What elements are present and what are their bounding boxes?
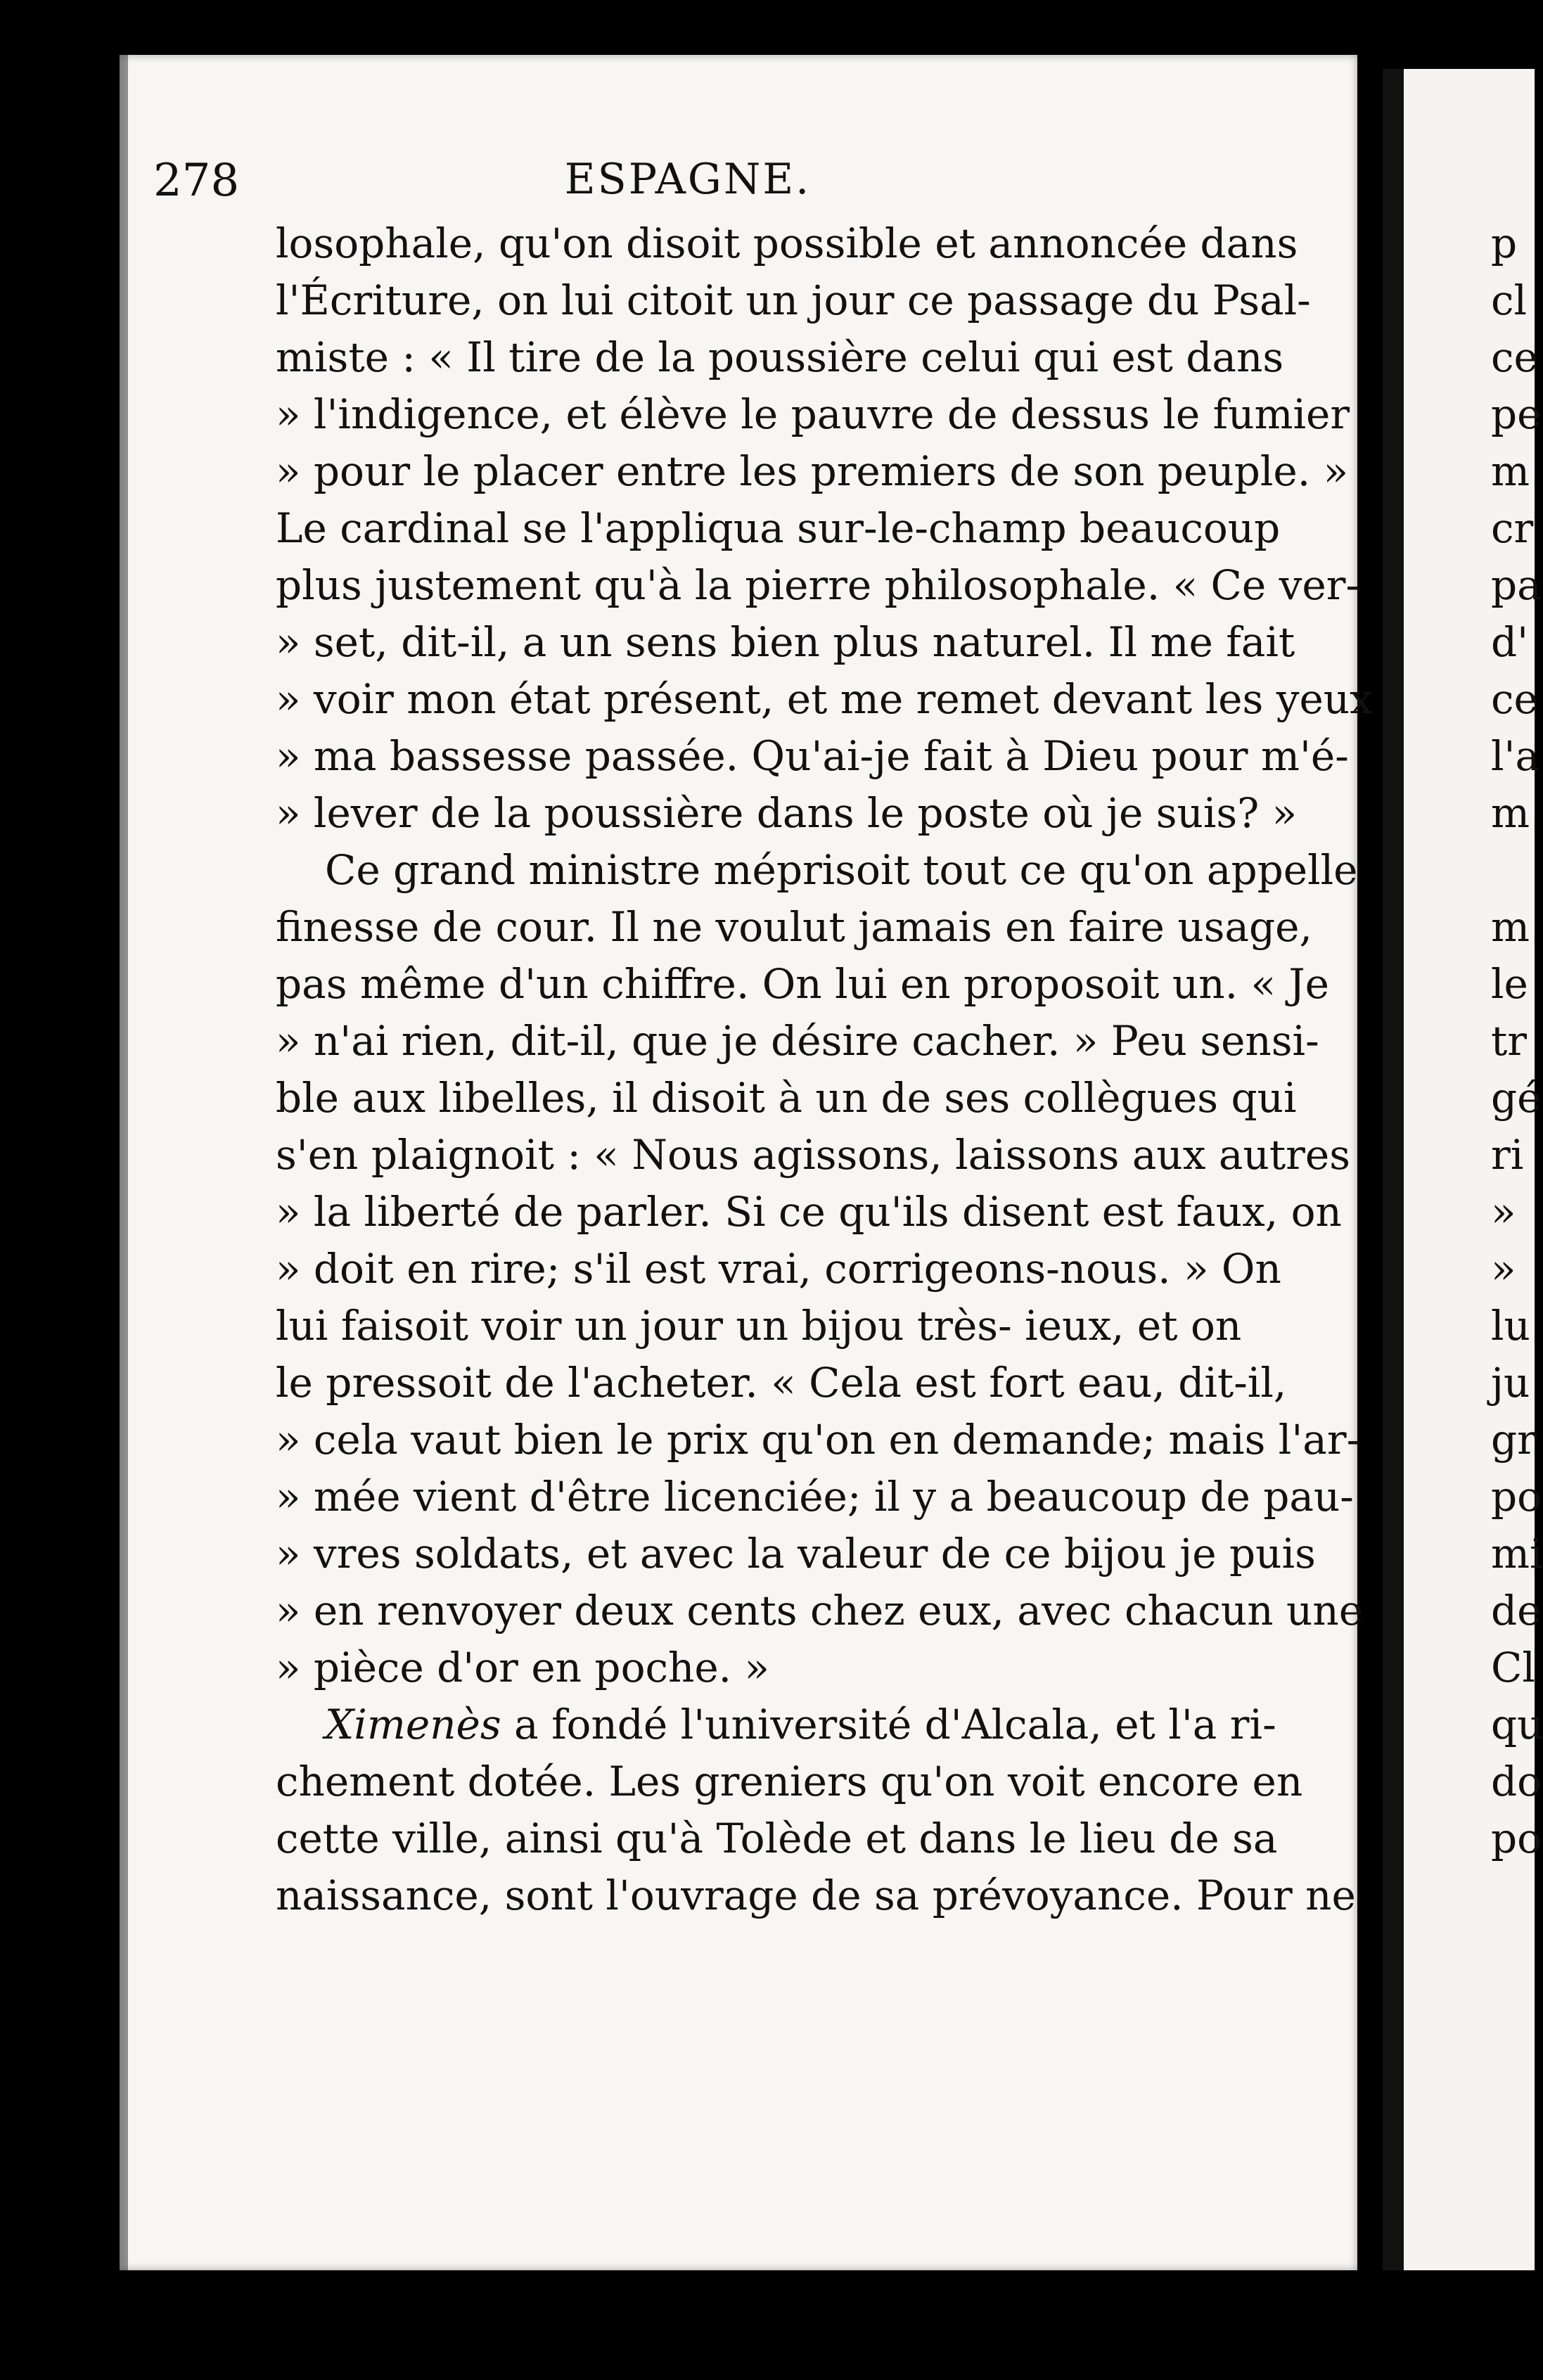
text-line: losophale, qu'on disoit possible et annoncée dans: [276, 219, 1298, 267]
next-page-gutter: [1383, 69, 1404, 2270]
fragment: pa: [1491, 561, 1542, 609]
text-line: » mée vient d'être licenciée; il y a beaucoup de pau-: [276, 1473, 1354, 1521]
fragment: ju: [1491, 1359, 1530, 1407]
body-text: [276, 215, 1373, 1924]
text-line: finesse de cour. Il ne voulut jamais en faire usage,: [276, 903, 1312, 951]
text-line: Le cardinal se l'appliqua sur-le-champ beaucoup: [276, 504, 1281, 552]
next-page-fragments: [1491, 215, 1543, 1867]
text-line: chement dotée. Les greniers qu'on voit encore en: [276, 1758, 1303, 1805]
text-line: plus justement qu'à la pierre philosophale. « Ce ver-: [276, 561, 1360, 609]
running-head: ESPAGNE.: [564, 155, 812, 204]
fragment: de: [1491, 1587, 1542, 1634]
text-line: » cela vaut bien le prix qu'on en demande; mais l'ar-: [276, 1416, 1361, 1464]
text-line: » pour le placer entre les premiers de son peuple. »: [276, 447, 1349, 495]
fragment: pe: [1491, 390, 1542, 438]
italic-name: Ximenès: [325, 1701, 501, 1748]
text-line: » en renvoyer deux cents chez eux, avec chacun une: [276, 1587, 1364, 1634]
text-line: » la liberté de parler. Si ce qu'ils disent est faux, on: [276, 1188, 1342, 1236]
fragment: »: [1491, 1188, 1516, 1236]
fragment: ce: [1491, 675, 1538, 723]
text-line: le pressoit de l'acheter. « Cela est fort eau, dit-il,: [276, 1359, 1287, 1407]
text-line: lui faisoit voir un jour un bijou très- ieux, et on: [276, 1302, 1242, 1350]
fragment: cl: [1491, 276, 1528, 324]
text-line: Ce grand ministre méprisoit tout ce qu'on appelle: [325, 846, 1358, 894]
fragment: gr: [1491, 1416, 1537, 1464]
fragment: tr: [1491, 1017, 1528, 1065]
fragment: [1491, 842, 1535, 899]
fragment: gé: [1491, 1074, 1542, 1122]
text-line: » lever de la poussière dans le poste où je suis? »: [276, 789, 1298, 837]
fragment: l'a: [1491, 732, 1540, 780]
text-line: l'Écriture, on lui citoit un jour ce passage du Psal-: [276, 276, 1311, 324]
fragment: po: [1491, 1815, 1542, 1862]
text-line: pas même d'un chiffre. On lui en proposoit un. « Je: [276, 960, 1329, 1008]
text-line: » vres soldats, et avec la valeur de ce bijou je puis: [276, 1530, 1316, 1578]
text-line-italic-start: [276, 1696, 1276, 1753]
fragment: po: [1491, 1473, 1542, 1521]
fragment: m: [1491, 447, 1530, 495]
fragment: d': [1491, 618, 1529, 666]
page-edge-shadow: [120, 55, 128, 2270]
fragment: qu: [1491, 1701, 1543, 1748]
page-number: 278: [153, 155, 240, 207]
text-line-rest: a fondé l'université d'Alcala, et l'a ri-: [514, 1701, 1276, 1748]
fragment: cr: [1491, 504, 1534, 552]
fragment: mi: [1491, 1530, 1543, 1578]
text-line: » pièce d'or en poche. »: [276, 1644, 770, 1691]
fragment: lu: [1491, 1302, 1530, 1350]
text-line: » l'indigence, et élève le pauvre de dessus le fumier: [276, 390, 1350, 438]
fragment: Cl: [1491, 1644, 1535, 1691]
text-line: » n'ai rien, dit-il, que je désire cacher. » Peu sensi-: [276, 1017, 1319, 1065]
text-line: naissance, sont l'ouvrage de sa prévoyance. Pour ne: [276, 1872, 1356, 1919]
fragment: ri: [1491, 1131, 1524, 1179]
text-line: miste : « Il tire de la poussière celui qui est dans: [276, 333, 1284, 381]
text-line: » ma bassesse passée. Qu'ai-je fait à Dieu pour m'é-: [276, 732, 1349, 780]
text-line: ble aux libelles, il disoit à un de ses collègues qui: [276, 1074, 1297, 1122]
text-line: cette ville, ainsi qu'à Tolède et dans le lieu de sa: [276, 1815, 1278, 1862]
text-line: » set, dit-il, a un sens bien plus naturel. Il me fait: [276, 618, 1295, 666]
fragment: m: [1491, 789, 1530, 837]
fragment: ce: [1491, 333, 1538, 381]
fragment: le: [1491, 960, 1528, 1008]
page-header: [153, 155, 1222, 218]
fragment: p: [1491, 219, 1518, 267]
text-line: » voir mon état présent, et me remet devant les yeux: [276, 675, 1373, 723]
text-line: » doit en rire; s'il est vrai, corrigeons-nous. » On: [276, 1245, 1281, 1293]
fragment: m: [1491, 903, 1530, 951]
fragment: do: [1491, 1758, 1542, 1805]
fragment: »: [1491, 1245, 1516, 1293]
text-line: s'en plaignoit : « Nous agissons, laissons aux autres: [276, 1131, 1350, 1179]
